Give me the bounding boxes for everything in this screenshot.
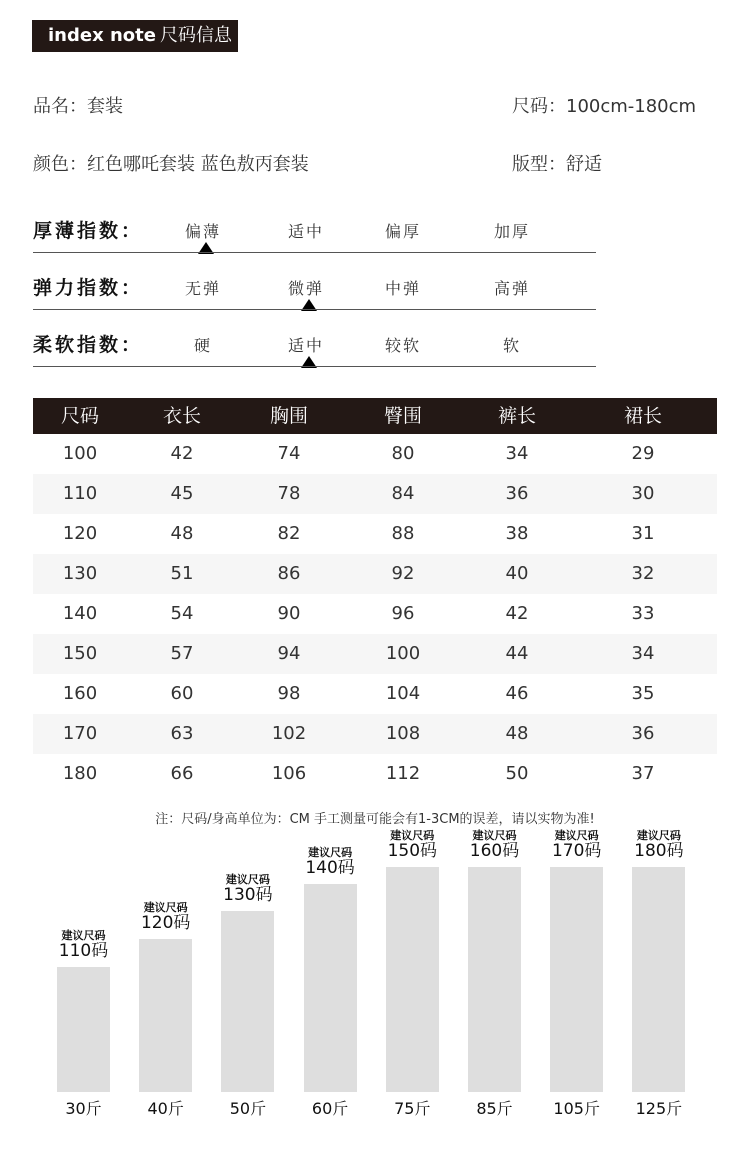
table-cell: 46 — [505, 683, 529, 704]
table-cell: 31 — [631, 523, 655, 544]
index-option: 加厚 — [493, 222, 531, 241]
size-range-label: 尺码： — [512, 96, 566, 117]
table-cell: 120 — [62, 523, 98, 544]
table-cell: 84 — [391, 483, 415, 504]
table-cell: 100 — [385, 643, 421, 664]
table-cell: 34 — [631, 643, 655, 664]
recommendation-bar — [386, 867, 439, 1092]
recommendation-bar — [221, 911, 274, 1092]
index-label: 柔软指数： — [33, 334, 144, 356]
table-row — [33, 514, 717, 554]
bar-size-label: 120码 — [140, 913, 191, 934]
recommendation-bar — [468, 867, 521, 1092]
index-divider — [33, 252, 596, 253]
bar-caption — [538, 829, 615, 861]
table-header-cell: 臀围 — [383, 405, 422, 427]
table-cell: 180 — [62, 763, 98, 784]
index-option: 较软 — [384, 336, 422, 355]
table-header-cell: 胸围 — [269, 405, 308, 427]
bar-weight-label: 75斤 — [394, 1099, 431, 1118]
section-title-en: index note — [48, 25, 156, 46]
size-range-value: 100cm-180cm — [566, 96, 697, 117]
table-cell: 74 — [277, 443, 301, 464]
table-cell: 82 — [277, 523, 301, 544]
table-cell: 34 — [505, 443, 529, 464]
table-cell: 51 — [170, 563, 194, 584]
table-cell: 78 — [277, 483, 301, 504]
table-cell: 37 — [631, 763, 655, 784]
bar-size-label: 110码 — [58, 940, 109, 961]
size-table — [33, 398, 717, 794]
table-header-cell: 裤长 — [497, 405, 536, 427]
bar-weight-label: 105斤 — [553, 1099, 600, 1118]
size-range — [512, 92, 696, 118]
product-color-label: 颜色： — [33, 154, 87, 175]
table-cell: 36 — [631, 723, 655, 744]
index-divider — [33, 309, 596, 310]
measurement-note: 注：尺码/身高单位为：CM 手工测量可能会有1-3CM的误差，请以实物为准! — [155, 812, 595, 827]
table-cell: 33 — [631, 603, 655, 624]
table-cell: 38 — [505, 523, 529, 544]
bar-weight-label: 60斤 — [311, 1099, 349, 1118]
bar-caption — [292, 846, 369, 878]
bar-caption-prefix: 建议尺码 — [636, 829, 681, 842]
table-cell: 104 — [385, 683, 421, 704]
table-row — [33, 754, 717, 794]
bar-weight-label: 125斤 — [635, 1099, 683, 1118]
table-cell: 57 — [170, 643, 194, 664]
index-option: 偏厚 — [384, 222, 422, 241]
product-color-value: 红色哪吒套装 蓝色敖丙套装 — [87, 154, 309, 175]
index-option: 微弹 — [287, 279, 325, 298]
table-row — [33, 594, 717, 634]
table-cell: 50 — [505, 763, 529, 784]
table-cell: 42 — [505, 603, 529, 624]
bar-caption-prefix: 建议尺码 — [225, 873, 270, 887]
table-cell: 130 — [62, 563, 98, 584]
table-cell: 32 — [631, 563, 655, 584]
table-cell: 48 — [505, 723, 529, 744]
bar-size-label: 130码 — [223, 885, 273, 906]
index-option: 适中 — [287, 222, 325, 241]
index-option: 硬 — [193, 336, 213, 355]
index-option: 无弹 — [184, 279, 222, 298]
table-cell: 140 — [62, 603, 98, 624]
table-cell: 35 — [631, 683, 655, 704]
table-cell: 106 — [271, 763, 307, 784]
table-cell: 44 — [505, 643, 529, 664]
bar-caption — [620, 829, 697, 861]
size-table-header — [33, 398, 717, 434]
recommendation-bar — [550, 867, 603, 1092]
table-cell: 66 — [170, 763, 194, 784]
table-cell: 92 — [391, 563, 415, 584]
table-cell: 98 — [277, 683, 301, 704]
index-option: 软 — [502, 336, 522, 355]
product-fit — [512, 150, 602, 176]
table-cell: 88 — [391, 523, 415, 544]
recommendation-bar — [57, 967, 110, 1092]
bar-size-label: 140码 — [305, 857, 355, 878]
table-cell: 60 — [170, 683, 194, 704]
table-row — [33, 714, 717, 754]
table-cell: 40 — [505, 563, 529, 584]
table-cell: 102 — [271, 723, 307, 744]
table-row — [33, 634, 717, 674]
table-header-cell: 尺码 — [60, 405, 99, 427]
index-option: 偏薄 — [184, 222, 222, 241]
bar-weight-label: 85斤 — [476, 1099, 513, 1118]
table-row — [33, 674, 717, 714]
bar-weight-label: 30斤 — [65, 1099, 102, 1118]
bar-size-label: 170码 — [551, 841, 602, 861]
table-cell: 48 — [170, 523, 194, 544]
table-cell: 63 — [170, 723, 194, 744]
bar-caption — [127, 901, 204, 933]
size-recommendation-chart — [0, 830, 750, 1130]
bar-caption — [456, 829, 533, 861]
index-option: 适中 — [287, 336, 325, 355]
table-cell: 100 — [62, 443, 98, 464]
bar-caption-prefix: 建议尺码 — [472, 829, 517, 842]
product-name — [33, 92, 123, 118]
table-cell: 110 — [62, 483, 98, 504]
section-title-cn: 尺码信息 — [159, 25, 232, 46]
bar-weight-label: 40斤 — [147, 1099, 184, 1118]
product-fit-value: 舒适 — [566, 154, 602, 175]
table-cell: 90 — [277, 603, 301, 624]
table-cell: 30 — [631, 483, 655, 504]
bar-caption — [374, 829, 451, 861]
bar-caption-prefix: 建议尺码 — [143, 901, 188, 915]
table-cell: 96 — [391, 603, 415, 624]
index-label: 厚薄指数： — [33, 220, 144, 242]
table-row — [33, 434, 717, 474]
table-cell: 86 — [277, 563, 301, 584]
bar-caption — [209, 873, 286, 905]
table-cell: 54 — [170, 603, 194, 624]
product-name-label: 品名： — [33, 96, 87, 117]
product-color — [33, 150, 309, 176]
table-row — [33, 474, 717, 514]
table-cell: 160 — [62, 683, 98, 704]
table-cell: 112 — [385, 763, 421, 784]
bar-weight-label: 50斤 — [229, 1099, 267, 1118]
bar-size-label: 180码 — [634, 841, 684, 861]
table-cell: 80 — [391, 443, 415, 464]
size-table-body — [33, 434, 717, 794]
bar-caption-prefix: 建议尺码 — [554, 829, 599, 842]
index-option: 中弹 — [384, 279, 422, 298]
table-cell: 94 — [277, 643, 301, 664]
product-fit-label: 版型： — [512, 154, 566, 175]
bar-size-label: 150码 — [387, 841, 438, 861]
product-name-value: 套装 — [87, 96, 123, 117]
table-cell: 170 — [62, 723, 98, 744]
bar-caption-prefix: 建议尺码 — [308, 845, 353, 859]
bar-size-label: 160码 — [469, 841, 520, 861]
table-cell: 36 — [505, 483, 529, 504]
table-cell: 108 — [385, 723, 421, 744]
table-cell: 42 — [170, 443, 194, 464]
index-label: 弹力指数： — [33, 277, 144, 299]
section-title — [32, 20, 238, 52]
table-header-cell: 衣长 — [162, 405, 201, 427]
table-row — [33, 554, 717, 594]
table-cell: 29 — [631, 443, 655, 464]
table-header-cell: 裙长 — [623, 405, 662, 427]
index-option: 高弹 — [493, 279, 531, 298]
recommendation-bar — [632, 867, 685, 1092]
bar-caption — [45, 929, 122, 961]
index-divider — [33, 366, 596, 367]
table-cell: 150 — [62, 643, 98, 664]
recommendation-bar — [139, 939, 192, 1092]
recommendation-bar — [304, 884, 357, 1092]
bar-caption-prefix: 建议尺码 — [61, 928, 106, 942]
table-cell: 45 — [170, 483, 194, 504]
bar-caption-prefix: 建议尺码 — [390, 829, 435, 842]
